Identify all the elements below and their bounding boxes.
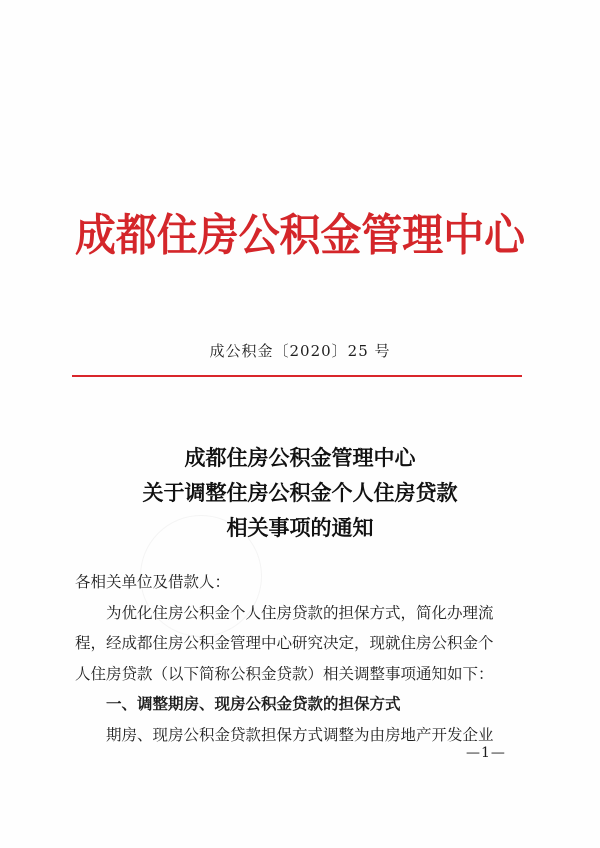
doc-number: 成公积金〔2020〕25 号 (209, 342, 391, 360)
document-title (0, 441, 600, 546)
salutation: 各相关单位及借款人： (75, 573, 231, 591)
title-line-1: 成都住房公积金管理中心 (184, 446, 416, 470)
red-rule-divider (72, 375, 522, 377)
paragraph-2-line-1: 期房、现房公积金贷款担保方式调整为由房地产开发企业 (106, 725, 494, 744)
org-header: 成都住房公积金管理中心 (74, 210, 526, 261)
paragraph-1-line-1: 为优化住房公积金个人住房贷款的担保方式，简化办理流 (106, 603, 494, 622)
document-body (75, 567, 530, 750)
page-number: —1— (466, 745, 506, 761)
title-line-3: 相关事项的通知 (226, 516, 374, 540)
paragraph-1-line-2: 程，经成都住房公积金管理中心研究决定，现就住房公积金个 (75, 634, 494, 652)
title-line-2: 关于调整住房公积金个人住房贷款 (142, 481, 458, 505)
section-1-heading: 一、调整期房、现房公积金贷款的担保方式 (106, 695, 401, 713)
paragraph-1-line-3: 人住房贷款（以下简称公积金贷款）相关调整事项通知如下： (75, 664, 494, 683)
